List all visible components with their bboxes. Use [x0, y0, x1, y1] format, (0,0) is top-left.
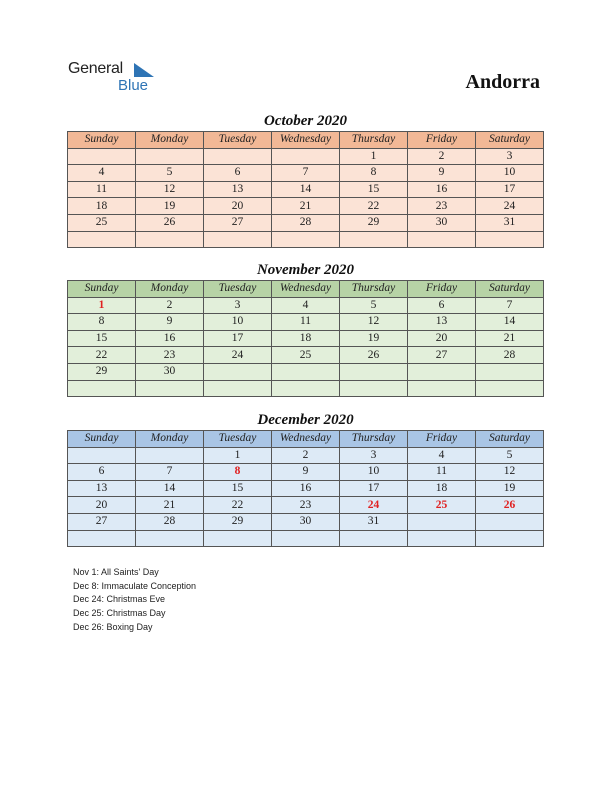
day-cell: 7 [136, 464, 204, 481]
day-cell [340, 530, 408, 547]
day-cell [136, 447, 204, 464]
day-cell [68, 380, 136, 397]
day-cell [476, 363, 544, 380]
day-cell: 13 [408, 314, 476, 331]
day-cell [136, 380, 204, 397]
country-title: Andorra [465, 71, 540, 93]
holiday-note: Dec 26: Boxing Day [73, 621, 153, 632]
day-cell: 4 [408, 447, 476, 464]
weekday-header: Sunday [68, 431, 136, 448]
day-cell: 29 [204, 513, 272, 530]
day-cell: 21 [136, 497, 204, 514]
weekday-header: Monday [136, 132, 204, 149]
day-cell [272, 231, 340, 248]
day-cell [476, 530, 544, 547]
day-cell: 13 [68, 480, 136, 497]
day-cell [272, 530, 340, 547]
day-cell [408, 363, 476, 380]
weekday-header-row [68, 281, 544, 298]
day-cell: 23 [272, 497, 340, 514]
day-cell: 11 [272, 314, 340, 331]
day-cell: 11 [408, 464, 476, 481]
day-cell: 27 [408, 347, 476, 364]
holiday-note: Dec 8: Immaculate Conception [73, 580, 197, 591]
day-cell: 15 [68, 330, 136, 347]
day-cell: 25 [272, 347, 340, 364]
day-cell: 24 [204, 347, 272, 364]
day-cell: 20 [68, 497, 136, 514]
day-cell: 15 [204, 480, 272, 497]
day-cell [340, 231, 408, 248]
holiday-note: Nov 1: All Saints' Day [73, 567, 159, 577]
week-row [68, 330, 544, 347]
day-cell: 2 [136, 297, 204, 314]
day-cell: 3 [340, 447, 408, 464]
day-cell: 21 [272, 198, 340, 215]
day-cell: 24 [340, 497, 408, 514]
week-row [68, 314, 544, 331]
day-cell: 5 [136, 165, 204, 182]
day-cell: 6 [408, 297, 476, 314]
day-cell: 8 [340, 165, 408, 182]
week-row [68, 497, 544, 514]
day-cell: 3 [204, 297, 272, 314]
day-cell: 14 [476, 314, 544, 331]
week-row [68, 464, 544, 481]
logo-triangle-icon [134, 63, 154, 77]
day-cell [340, 363, 408, 380]
holiday-notes [73, 566, 196, 634]
day-cell: 26 [476, 497, 544, 514]
day-cell: 16 [136, 330, 204, 347]
day-cell: 26 [340, 347, 408, 364]
month-title: December 2020 [257, 412, 354, 428]
weekday-header: Monday [136, 431, 204, 448]
day-cell: 7 [272, 165, 340, 182]
day-cell: 20 [204, 198, 272, 215]
day-cell: 19 [340, 330, 408, 347]
weekday-header: Tuesday [204, 281, 272, 298]
weekday-header: Tuesday [204, 431, 272, 448]
weekday-header: Thursday [340, 132, 408, 149]
day-cell: 2 [272, 447, 340, 464]
day-cell [476, 380, 544, 397]
week-row [68, 214, 544, 231]
day-cell: 13 [204, 181, 272, 198]
day-cell: 29 [340, 214, 408, 231]
day-cell: 12 [340, 314, 408, 331]
day-cell: 17 [340, 480, 408, 497]
week-row [68, 148, 544, 165]
logo-blue-text: Blue [118, 77, 149, 94]
day-cell: 30 [408, 214, 476, 231]
day-cell [136, 530, 204, 547]
weekday-header: Saturday [476, 431, 544, 448]
day-cell: 31 [476, 214, 544, 231]
day-cell: 15 [340, 181, 408, 198]
day-cell: 5 [340, 297, 408, 314]
day-cell: 6 [68, 464, 136, 481]
day-cell [476, 231, 544, 248]
day-cell [272, 148, 340, 165]
week-row [68, 347, 544, 364]
weekday-header: Friday [408, 132, 476, 149]
week-row [68, 380, 544, 397]
day-cell: 25 [408, 497, 476, 514]
day-cell: 28 [476, 347, 544, 364]
day-cell: 23 [136, 347, 204, 364]
day-cell: 27 [68, 513, 136, 530]
day-cell [408, 513, 476, 530]
day-cell: 27 [204, 214, 272, 231]
day-cell: 19 [136, 198, 204, 215]
week-row [68, 297, 544, 314]
weekday-header: Wednesday [272, 132, 340, 149]
day-cell: 24 [476, 198, 544, 215]
week-row [68, 480, 544, 497]
holiday-note: Dec 25: Christmas Day [73, 608, 166, 619]
day-cell: 19 [476, 480, 544, 497]
day-cell [476, 513, 544, 530]
weekday-header: Friday [408, 281, 476, 298]
weekday-header: Thursday [340, 431, 408, 448]
day-cell: 1 [68, 297, 136, 314]
weekday-header: Monday [136, 281, 204, 298]
weekday-header: Sunday [68, 281, 136, 298]
day-cell [272, 363, 340, 380]
day-cell: 9 [136, 314, 204, 331]
day-cell [68, 530, 136, 547]
week-row [68, 198, 544, 215]
day-cell [68, 148, 136, 165]
calendar-table [67, 280, 544, 397]
day-cell [68, 447, 136, 464]
day-cell [204, 148, 272, 165]
generalblue-logo [68, 60, 168, 96]
week-row [68, 513, 544, 530]
day-cell [272, 380, 340, 397]
day-cell [408, 530, 476, 547]
weekday-header: Wednesday [272, 281, 340, 298]
day-cell: 30 [272, 513, 340, 530]
day-cell: 29 [68, 363, 136, 380]
day-cell: 22 [68, 347, 136, 364]
day-cell: 11 [68, 181, 136, 198]
day-cell: 10 [204, 314, 272, 331]
day-cell: 26 [136, 214, 204, 231]
day-cell: 21 [476, 330, 544, 347]
logo-general-text: General [68, 60, 123, 77]
day-cell [204, 530, 272, 547]
day-cell: 4 [68, 165, 136, 182]
weekday-header-row [68, 132, 544, 149]
calendar-table [67, 430, 544, 547]
day-cell: 6 [204, 165, 272, 182]
day-cell: 28 [272, 214, 340, 231]
day-cell: 4 [272, 297, 340, 314]
day-cell: 9 [272, 464, 340, 481]
month-october [67, 111, 544, 248]
day-cell: 10 [476, 165, 544, 182]
day-cell: 16 [272, 480, 340, 497]
day-cell: 18 [272, 330, 340, 347]
day-cell: 28 [136, 513, 204, 530]
day-cell [136, 148, 204, 165]
day-cell: 23 [408, 198, 476, 215]
day-cell: 18 [68, 198, 136, 215]
day-cell [408, 231, 476, 248]
day-cell: 17 [476, 181, 544, 198]
day-cell: 30 [136, 363, 204, 380]
day-cell: 5 [476, 447, 544, 464]
day-cell [340, 380, 408, 397]
day-cell [204, 380, 272, 397]
weekday-header: Thursday [340, 281, 408, 298]
day-cell [68, 231, 136, 248]
day-cell: 17 [204, 330, 272, 347]
day-cell [136, 231, 204, 248]
week-row [68, 231, 544, 248]
weekday-header: Sunday [68, 132, 136, 149]
weekday-header: Saturday [476, 281, 544, 298]
day-cell: 22 [204, 497, 272, 514]
month-title: November 2020 [256, 262, 355, 278]
day-cell: 9 [408, 165, 476, 182]
day-cell: 12 [476, 464, 544, 481]
day-cell: 1 [340, 148, 408, 165]
day-cell: 3 [476, 148, 544, 165]
holiday-note: Dec 24: Christmas Eve [73, 594, 166, 605]
week-row [68, 447, 544, 464]
month-december [67, 410, 544, 547]
day-cell [204, 231, 272, 248]
week-row [68, 363, 544, 380]
day-cell: 2 [408, 148, 476, 165]
day-cell: 25 [68, 214, 136, 231]
calendar-table [67, 131, 544, 248]
day-cell [204, 363, 272, 380]
day-cell: 7 [476, 297, 544, 314]
day-cell: 22 [340, 198, 408, 215]
day-cell [408, 380, 476, 397]
day-cell: 8 [68, 314, 136, 331]
weekday-header: Friday [408, 431, 476, 448]
day-cell: 16 [408, 181, 476, 198]
day-cell: 8 [204, 464, 272, 481]
day-cell: 14 [272, 181, 340, 198]
week-row [68, 181, 544, 198]
day-cell: 18 [408, 480, 476, 497]
month-november [67, 260, 544, 397]
weekday-header: Tuesday [204, 132, 272, 149]
weekday-header: Wednesday [272, 431, 340, 448]
month-title: October 2020 [264, 113, 347, 129]
weekday-header-row [68, 431, 544, 448]
day-cell: 1 [204, 447, 272, 464]
week-row [68, 530, 544, 547]
day-cell: 31 [340, 513, 408, 530]
day-cell: 12 [136, 181, 204, 198]
day-cell: 20 [408, 330, 476, 347]
week-row [68, 165, 544, 182]
day-cell: 10 [340, 464, 408, 481]
day-cell: 14 [136, 480, 204, 497]
weekday-header: Saturday [476, 132, 544, 149]
